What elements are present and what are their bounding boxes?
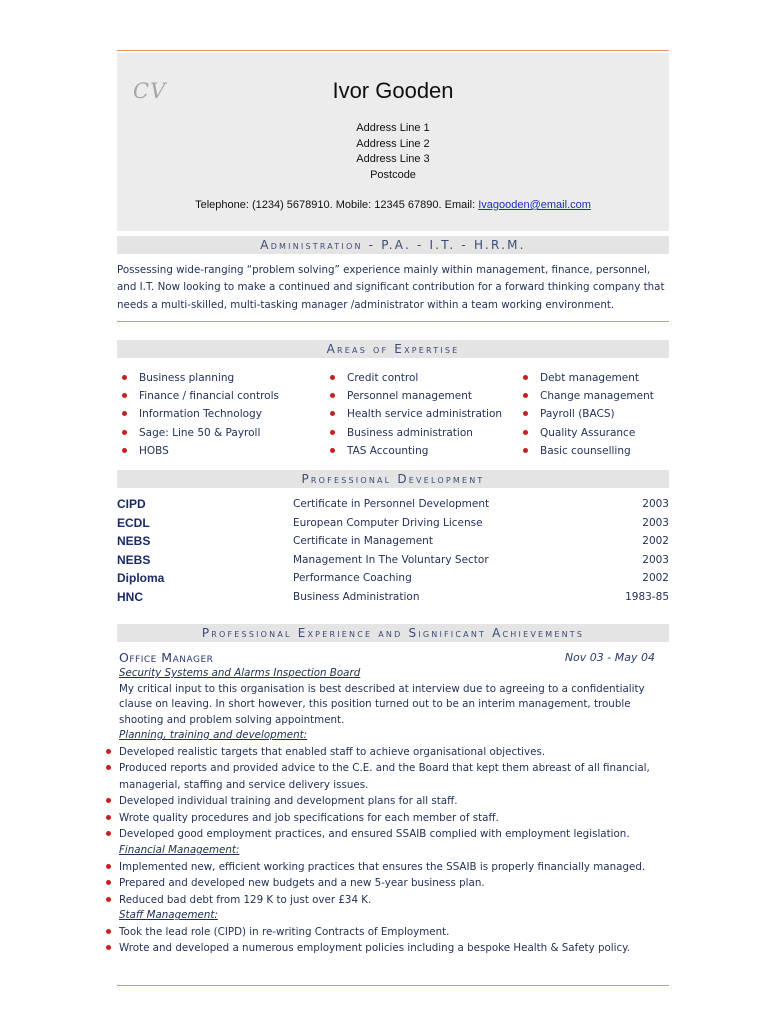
bullet-icon <box>106 815 111 820</box>
profile-heading: Administration - P.A. - I.T. - H.R.M. <box>117 236 669 254</box>
address-line-3: Address Line 3 <box>356 153 430 165</box>
list-item: Developed individual training and development plans for all staff. <box>119 793 669 810</box>
qualifications-table <box>117 495 669 606</box>
list-item: Information Technology <box>117 405 279 423</box>
candidate-name: Ivor Gooden <box>332 78 454 103</box>
job-dates: Nov 03 - May 04 <box>564 651 655 664</box>
bullet-icon <box>330 448 335 453</box>
bullet-icon <box>122 411 127 416</box>
list-item: Finance / financial controls <box>117 387 279 405</box>
contact-phones: Telephone: (1234) 5678910. Mobile: 12345 67890. Email: <box>195 199 479 211</box>
list-item: Payroll (BACS) <box>518 405 654 423</box>
expertise-column-1 <box>117 369 279 460</box>
list-item: Health service administration <box>325 405 502 423</box>
section-divider <box>117 321 669 322</box>
address-line-1: Address Line 1 <box>356 122 430 134</box>
bullet-icon <box>106 864 111 869</box>
list-item: Basic counselling <box>518 442 654 460</box>
bullet-icon <box>106 831 111 836</box>
job-title: Office Manager <box>119 650 214 665</box>
bullet-icon <box>106 929 111 934</box>
bullet-icon <box>122 375 127 380</box>
list-item: Prepared and developed new budgets and a new 5-year business plan. <box>119 875 669 892</box>
section-subtitle: Staff Management: <box>119 909 218 922</box>
list-item: Sage: Line 50 & Payroll <box>117 424 279 442</box>
list-item: Wrote quality procedures and job specifications for each member of staff. <box>119 810 669 827</box>
bullet-icon <box>106 765 111 770</box>
email-link[interactable]: Ivagooden@email.com <box>478 199 591 211</box>
address-block <box>117 121 669 183</box>
job-intro: My critical input to this organisation is best described at interview due to agreeing to a confidentiality clause on leaving. In short however, this position turned out to be an interim management, trouble shooting and problem solving appointment. <box>119 682 645 726</box>
cv-mark: CV <box>133 79 167 103</box>
bullet-icon <box>122 430 127 435</box>
list-item: Quality Assurance <box>518 424 654 442</box>
bullet-icon <box>106 897 111 902</box>
bullet-icon <box>106 798 111 803</box>
bullet-icon <box>523 375 528 380</box>
list-item: Credit control <box>325 369 502 387</box>
bullet-icon <box>523 448 528 453</box>
list-item: Developed good employment practices, and ensured SSAIB complied with employment legislation. <box>119 826 669 843</box>
list-item: Business administration <box>325 424 502 442</box>
address-line-2: Address Line 2 <box>356 137 430 150</box>
bullet-icon <box>523 393 528 398</box>
bullet-icon <box>106 749 111 754</box>
bullet-icon <box>122 393 127 398</box>
bullet-icon <box>330 375 335 380</box>
contact-line <box>117 199 669 211</box>
bullet-icon <box>330 393 335 398</box>
table-row: CIPD Certificate in Personnel Development 2003 <box>117 497 669 511</box>
table-row: HNC Business Administration 1983-85 <box>117 589 669 604</box>
expertise-column-2 <box>325 369 502 460</box>
cv-header <box>117 53 669 231</box>
top-divider <box>117 50 669 51</box>
development-heading: Professional Development <box>117 470 669 488</box>
section-subtitle: Financial Management: <box>119 844 240 857</box>
table-row: NEBS Management In The Voluntary Sector 2003 <box>117 552 669 567</box>
bullet-icon <box>330 430 335 435</box>
table-row: ECDL European Computer Driving License 2003 <box>117 515 669 530</box>
expertise-heading: Areas of Expertise <box>117 340 669 358</box>
bullet-icon <box>106 945 111 950</box>
bullet-icon <box>523 411 528 416</box>
bottom-divider <box>117 985 669 986</box>
bullet-icon <box>122 448 127 453</box>
list-item: Took the lead role (CIPD) in re-writing Contracts of Employment. <box>119 924 669 941</box>
job-details <box>119 666 669 957</box>
list-item: Debt management <box>518 369 654 387</box>
list-item: Reduced bad debt from 129 K to just over £34 K. <box>119 892 669 909</box>
bullet-icon <box>523 430 528 435</box>
list-item: HOBS <box>117 442 279 460</box>
list-item: Developed realistic targets that enabled staff to achieve organisational objectives. <box>119 744 669 761</box>
bullet-icon <box>330 411 335 416</box>
employer-name: Security Systems and Alarms Inspection Board <box>119 667 361 679</box>
profile-summary: Possessing wide-ranging “problem solving” experience mainly within management, finance, personnel, and I.T. Now looking to make a continued and significant contribution for a forward thinking company that needs a multi-skilled, multi-tasking manager /administrator within a team working environment. <box>117 264 665 311</box>
expertise-column-3 <box>518 369 654 460</box>
list-item: Change management <box>518 387 654 405</box>
list-item: Produced reports and provided advice to the C.E. and the Board that kept them abreast of all financial, managerial, staffing and service delivery issues. <box>119 760 669 793</box>
list-item: TAS Accounting <box>325 442 502 460</box>
list-item: Implemented new, efficient working practices that ensures the SSAIB is properly financially managed. <box>119 859 669 876</box>
list-item: Business planning <box>117 369 279 387</box>
list-item: Personnel management <box>325 387 502 405</box>
table-row: NEBS Certificate in Management 2002 <box>117 534 669 548</box>
bullet-icon <box>106 880 111 885</box>
experience-heading: Professional Experience and Significant Achievements <box>117 624 669 642</box>
table-row: Diploma Performance Coaching 2002 <box>117 571 669 585</box>
list-item: Wrote and developed a numerous employment policies including a bespoke Health & Safety policy. <box>119 940 669 957</box>
postcode: Postcode <box>370 168 416 181</box>
section-subtitle: Planning, training and development: <box>119 729 308 741</box>
